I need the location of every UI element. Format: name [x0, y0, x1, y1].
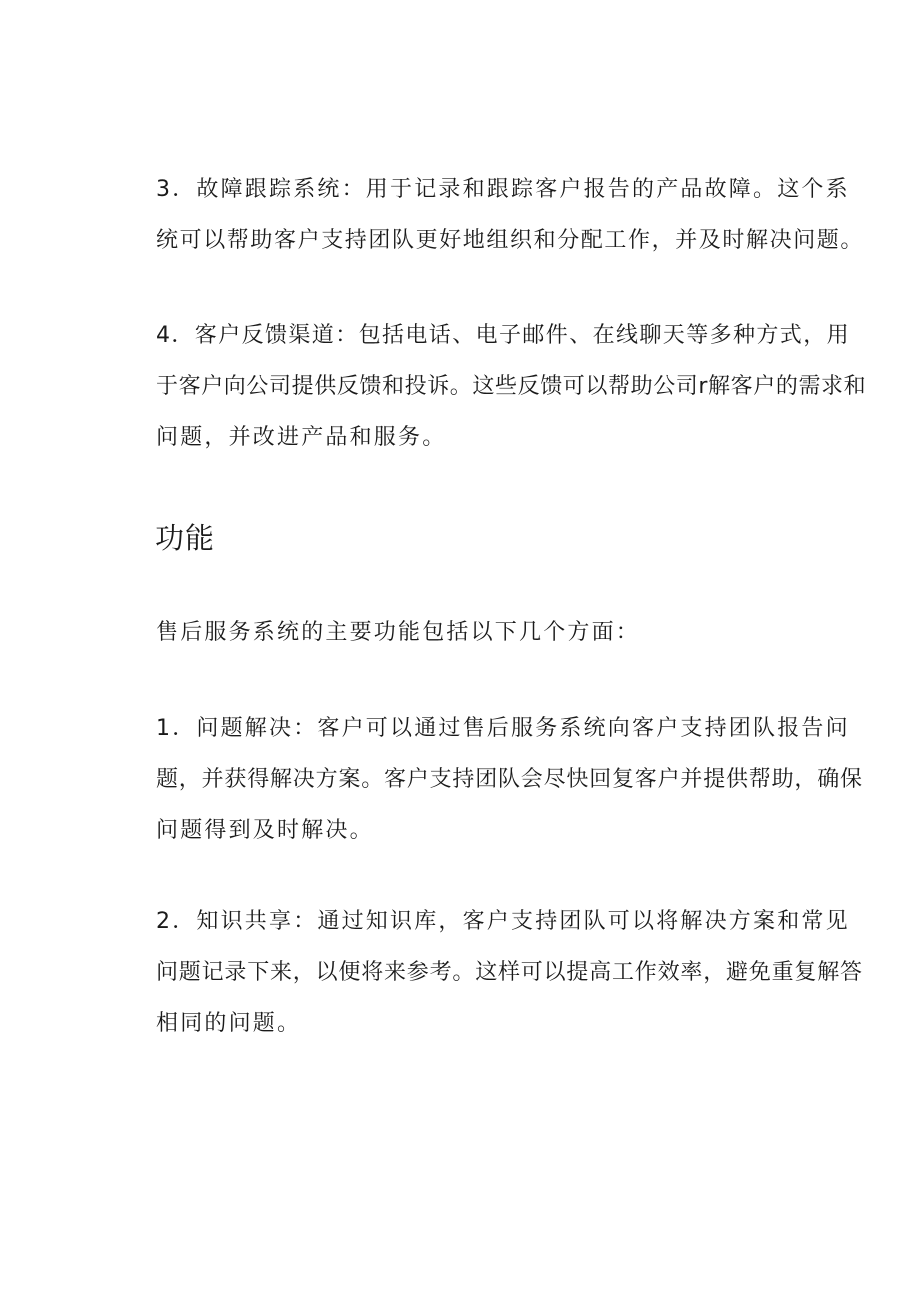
paragraph-line: 题，并获得解决方案。客户支持团队会尽快回复客户并提供帮助，确保 — [156, 767, 863, 792]
paragraph-function-2 — [108, 896, 863, 1049]
paragraph-line: 4．客户反馈渠道：包括电话、电子邮件、在线聊天等多种方式，用 — [156, 323, 850, 348]
paragraph-line: 问题得到及时解决。 — [156, 818, 374, 843]
paragraph-line: 1．问题解决：客户可以通过售后服务系统向客户支持团队报告问 — [156, 716, 850, 741]
paragraph-line: 相同的问题。 — [156, 1011, 302, 1036]
paragraph-line: 售后服务系统的主要功能包括以下几个方面： — [156, 620, 641, 645]
paragraph-line: 3．故障跟踪系统：用于记录和跟踪客户报告的产品故障。这个系 — [156, 177, 850, 202]
paragraph-line: 问题记录下来，以便将来参考。这样可以提高工作效率，避免重复解答 — [156, 960, 863, 985]
paragraph-line: 于客户向公司提供反馈和投诉。这些反馈可以帮助公司r解客户的需求和 — [156, 374, 867, 399]
paragraph-function-1 — [108, 703, 863, 856]
paragraph-intro — [108, 607, 822, 658]
paragraph-item-4 — [108, 310, 867, 463]
paragraph-line: 2．知识共享：通过知识库，客户支持团队可以将解决方案和常见 — [156, 909, 850, 934]
paragraph-item-3 — [108, 164, 865, 266]
paragraph-line: 统可以帮助客户支持团队更好地组织和分配工作，并及时解决问题。 — [156, 228, 865, 253]
paragraph-line: 问题，并改进产品和服务。 — [156, 425, 447, 450]
section-heading: 功能 — [155, 521, 216, 555]
